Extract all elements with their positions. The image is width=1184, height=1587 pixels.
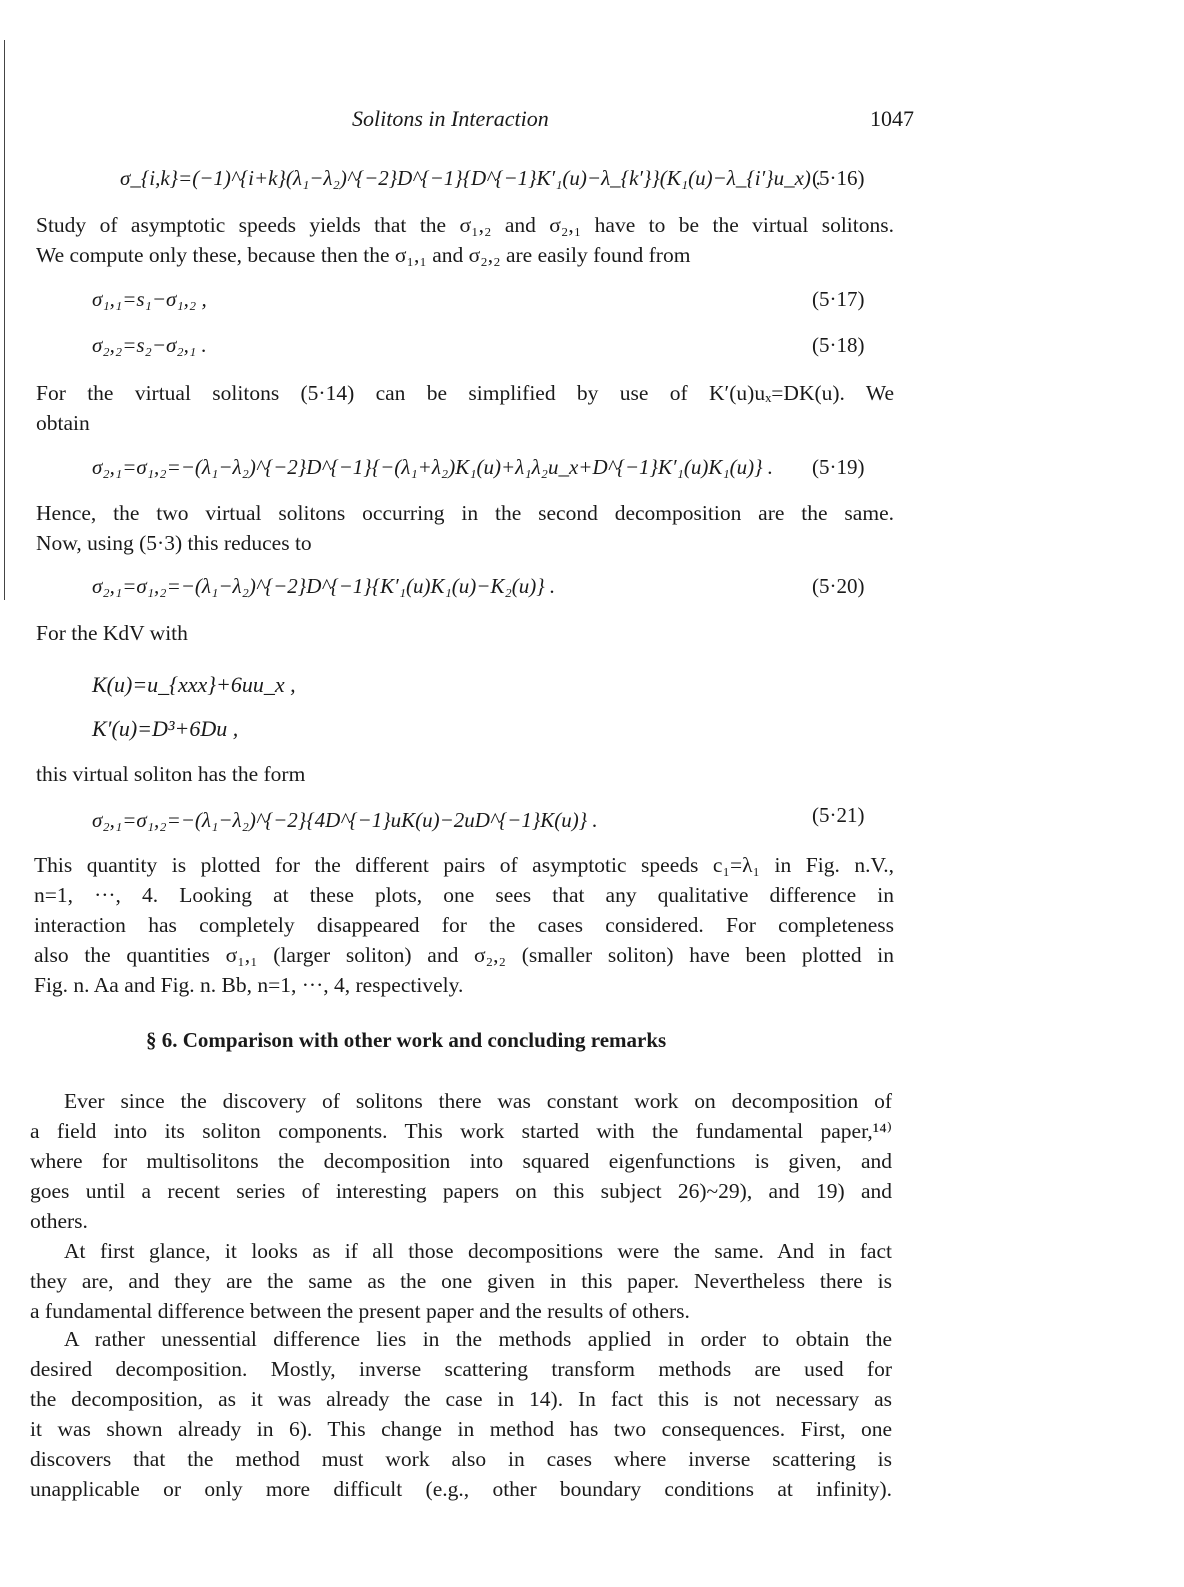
equation-5-18: σ₂,₂=s₂−σ₂,₁ . xyxy=(92,333,207,357)
paragraph-virtual-solitons: For the virtual solitons (5·14) can be simplified by use of K′(u)uₓ=DK(u). We obtain xyxy=(36,381,894,435)
paragraph-unessential-difference: A rather unessential difference lies in the methods applied in order to obtain the desired decomposition. Mostly, inverse scattering transform methods are used for the decomposition, as it was already the case in 14). In fact this is not necessary as it was shown already in 6). This change in method has two consequences. First, one discovers that the method must work also in cases where inverse scattering is unapplicable or only more difficult (e.g., other boundary conditions at infinity). xyxy=(30,1327,892,1501)
paragraph-hence: Hence, the two virtual solitons occurring in the second decomposition are the same. Now, using (5·3) this reduces to xyxy=(36,501,894,555)
equation-number-5-19: (5·19) xyxy=(812,455,865,479)
equation-number-5-18: (5·18) xyxy=(812,333,865,357)
running-title: Solitons in Interaction xyxy=(352,106,549,131)
equation-number-5-16: (5·16) xyxy=(812,166,865,190)
paragraph-form: this virtual soliton has the form xyxy=(36,762,306,786)
equation-5-17: σ₁,₁=s₁−σ₁,₂ , xyxy=(92,287,207,311)
page-number: 1047 xyxy=(870,106,914,131)
equation-5-21: σ₂,₁=σ₁,₂=−(λ₁−λ₂)^{−2}{4D^{−1}uK(u)−2uD^{−1}K(u)} . xyxy=(92,808,598,832)
paragraph-plotted: This quantity is plotted for the different pairs of asymptotic speeds c₁=λ₁ in Fig. n.V., n=1, ···, 4. Looking at these plots, one sees that any qualitative difference in interaction has completely disappeared for the cases considered. For completeness also the quantities σ₁,₁ (larger soliton) and σ₂,₂ (smaller soliton) have been plotted in Fig. n. Aa and Fig. n. Bb, n=1, ···, 4, respectively. xyxy=(34,853,894,997)
paragraph-ever-since: Ever since the discovery of solitons there was constant work on decomposition of a field into its soliton components. This work started with the fundamental paper,¹⁴⁾ where for multisolitons the decomposition into squared eigenfunctions is given, and goes until a recent series of interesting papers on this subject 26)~29), and 19) and others. xyxy=(30,1089,892,1233)
equation-kdv-kprime: K′(u)=D³+6Du , xyxy=(92,716,239,741)
equation-number-5-17: (5·17) xyxy=(812,287,865,311)
equation-5-19: σ₂,₁=σ₁,₂=−(λ₁−λ₂)^{−2}D^{−1}{−(λ₁+λ₂)K₁(u)+λ₁λ₂u_x+D^{−1}K′₁(u)K₁(u)} . xyxy=(92,455,774,479)
running-header xyxy=(0,106,1184,136)
equation-5-16: σ_{i,k}=(−1)^{i+k}(λ₁−λ₂)^{−2}D^{−1}{D^{−1}K′₁(u)−λ_{k′}}(K₁(u)−λ_{i′}u_x) . xyxy=(120,166,822,190)
paragraph-first-glance: At first glance, it looks as if all those decompositions were the same. And in fact they are, and they are the same as the one given in this paper. Nevertheless there is a fundamental difference between the present paper and the results of others. xyxy=(30,1239,892,1323)
equation-5-20: σ₂,₁=σ₁,₂=−(λ₁−λ₂)^{−2}D^{−1}{K′₁(u)K₁(u)−K₂(u)} . xyxy=(92,574,556,598)
paragraph-asymptotic-speeds: Study of asymptotic speeds yields that the σ₁,₂ and σ₂,₁ have to be the virtual solitons. We compute only these, because then the σ₁,₁ and σ₂,₂ are easily found from xyxy=(36,213,894,267)
equation-number-5-21: (5·21) xyxy=(812,803,865,827)
section-heading: § 6. Comparison with other work and concluding remarks xyxy=(146,1028,667,1052)
paragraph-for-kdv: For the KdV with xyxy=(36,621,188,645)
equation-kdv-k: K(u)=u_{xxx}+6uu_x , xyxy=(92,672,296,697)
equation-number-5-20: (5·20) xyxy=(812,574,865,598)
